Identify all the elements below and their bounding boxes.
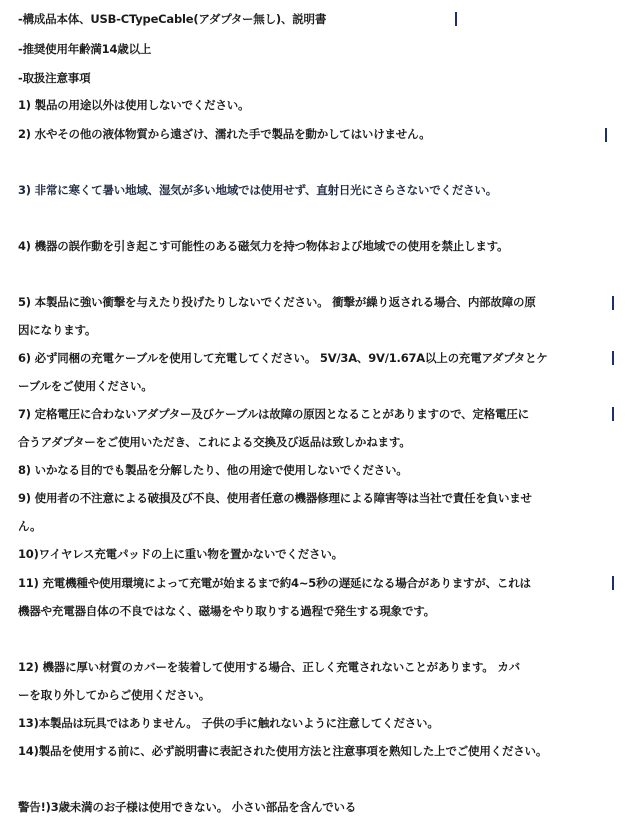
item-2: 2) 水やその他の液体物質から遠ざけ、濡れた手で製品を動かしてはいけません。 bbox=[18, 127, 431, 141]
components-line: -構成品本体、USB-CTypeCable(アダプター無し)、説明書 bbox=[18, 12, 327, 26]
recommended-age-line: -推奨使用年齢満14歳以上 bbox=[18, 42, 152, 56]
item-4: 4) 機器の誤作動を引き起こす可能性のある磁気力を持つ物体および地域での使用を禁止します。 bbox=[18, 239, 509, 253]
item-3: 3) 非常に寒くて暑い地域、湿気が多い地域では使用せず、直射日光にさらさないでください。 bbox=[18, 183, 498, 197]
edge-mark bbox=[612, 296, 614, 310]
item-6-line-1: 6) 必ず同梱の充電ケーブルを使用して充電してください。 5V/3A、9V/1.67A以上の充電アダプタとケ bbox=[18, 351, 548, 365]
item-12-line-1: 12) 機器に厚い材質のカバーを装着して使用する場合、正しく充電されないことがあります。 カバ bbox=[18, 660, 520, 674]
edge-mark bbox=[455, 12, 457, 26]
item-1: 1) 製品の用途以外は使用しないでください。 bbox=[18, 98, 250, 112]
item-6-line-2: ーブルをご使用ください。 bbox=[18, 379, 153, 393]
item-9-line-2: ん。 bbox=[18, 519, 42, 533]
item-7-line-1: 7) 定格電圧に合わないアダプター及びケーブルは故障の原因となることがありますので、定格電圧に bbox=[18, 407, 529, 421]
item-11-line-2: 機器や充電器自体の不良ではなく、磁場をやり取りする過程で発生する現象です。 bbox=[18, 604, 435, 618]
item-11-line-1: 11) 充電機種や使用環境によって充電が始まるまで約4~5秒の遅延になる場合がありますが、これは bbox=[18, 576, 531, 590]
item-7-line-2: 合うアダプターをご使用いただき、これによる交換及び返品は致しかねます。 bbox=[18, 435, 411, 449]
warning-line: 警告!)3歳未満のお子様は使用できない。 小さい部品を含んでいる bbox=[18, 800, 357, 814]
item-5-line-1: 5) 本製品に強い衝撃を与えたり投げたりしないでください。 衝撃が繰り返される場合、内部故障の原 bbox=[18, 295, 536, 309]
item-10: 10)ワイヤレス充電パッドの上に重い物を置かないでください。 bbox=[18, 547, 343, 561]
item-12-line-2: ーを取り外してからご使用ください。 bbox=[18, 688, 211, 702]
edge-mark bbox=[612, 407, 614, 421]
item-8: 8) いかなる目的でも製品を分解したり、他の用途で使用しないでください。 bbox=[18, 463, 408, 477]
item-13: 13)本製品は玩具ではありません。 子供の手に触れないように注意してください。 bbox=[18, 716, 439, 730]
handling-precautions-heading: -取扱注意事項 bbox=[18, 71, 91, 85]
item-9-line-1: 9) 使用者の不注意による破損及び不良、使用者任意の機器修理による障害等は当社で責任を負いませ bbox=[18, 491, 532, 505]
edge-mark bbox=[605, 128, 607, 142]
item-14: 14)製品を使用する前に、必ず説明書に表記された使用方法と注意事項を熟知した上でご使用ください。 bbox=[18, 744, 548, 758]
edge-mark bbox=[612, 576, 614, 590]
edge-mark bbox=[612, 351, 614, 365]
item-5-line-2: 因になります。 bbox=[18, 323, 97, 337]
